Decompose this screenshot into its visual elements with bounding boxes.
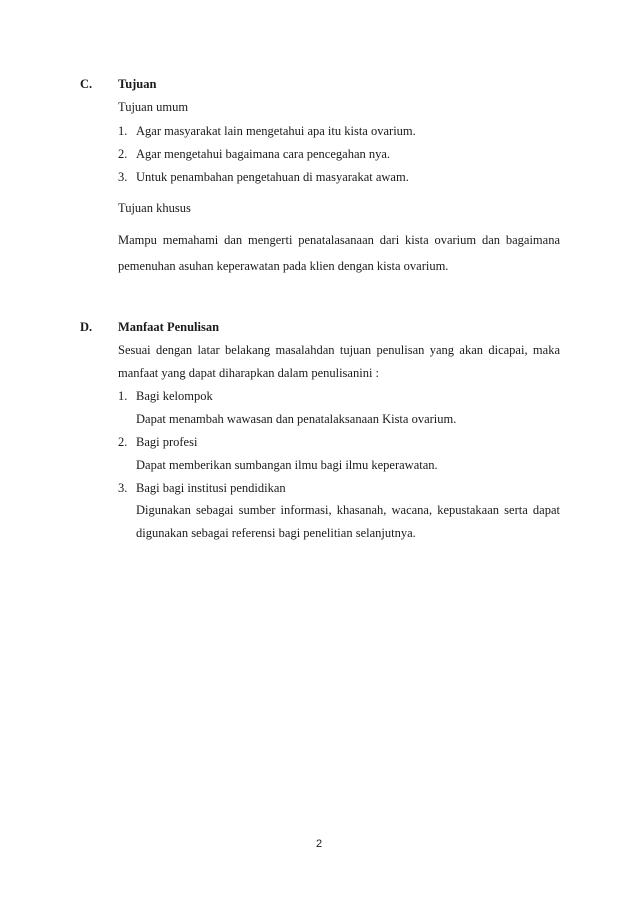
general-goal-item: [118, 170, 409, 185]
list-number: 2.: [118, 435, 128, 449]
benefit-item: [118, 481, 286, 496]
benefit-label: Bagi bagi institusi pendidikan: [136, 481, 286, 495]
section-d-title: Manfaat Penulisan: [118, 320, 220, 334]
list-number: 3.: [118, 481, 128, 495]
section-c-heading: [80, 77, 156, 92]
specific-goals-label: Tujuan khusus: [118, 201, 191, 215]
benefits-intro-line: manfaat yang dapat diharapkan dalam penulisanini :: [118, 366, 380, 380]
benefit-label: Bagi kelompok: [136, 389, 213, 403]
general-goal-item: [118, 147, 390, 162]
section-c-title: Tujuan: [118, 77, 157, 91]
section-d-heading: [80, 320, 219, 335]
list-number: 3.: [118, 170, 128, 184]
specific-goals-line: pemenuhan asuhan keperawatan pada klien dengan kista ovarium.: [118, 259, 449, 273]
benefit-description: Dapat menambah wawasan dan penatalaksanaan Kista ovarium.: [136, 412, 457, 426]
list-number: 1.: [118, 124, 128, 138]
list-text: Agar mengetahui bagaimana cara pencegahan nya.: [136, 147, 391, 161]
list-text: Agar masyarakat lain mengetahui apa itu kista ovarium.: [136, 124, 416, 138]
benefits-intro-line: Sesuai dengan latar belakang masalahdan tujuan penulisan yang akan dicapai, maka: [118, 343, 560, 357]
benefit-description: Digunakan sebagai sumber informasi, khasanah, wacana, kepustakaan serta dapat: [136, 503, 560, 517]
benefit-description: digunakan sebagai referensi bagi penelitian selanjutnya.: [136, 526, 416, 540]
benefit-label: Bagi profesi: [136, 435, 198, 449]
list-number: 1.: [118, 389, 128, 403]
benefit-item: [118, 389, 213, 404]
list-text: Untuk penambahan pengetahuan di masyarakat awam.: [136, 170, 409, 184]
general-goals-label: Tujuan umum: [118, 100, 189, 114]
benefit-description: Dapat memberikan sumbangan ilmu bagi ilmu keperawatan.: [136, 458, 438, 472]
list-number: 2.: [118, 147, 128, 161]
section-c-letter: C.: [80, 77, 93, 91]
page-number: 2: [315, 838, 323, 850]
general-goal-item: [118, 124, 416, 139]
specific-goals-line: Mampu memahami dan mengerti penatalasanaan dari kista ovarium dan bagaimana: [118, 233, 560, 247]
section-d-letter: D.: [80, 320, 93, 334]
benefit-item: [118, 435, 197, 450]
